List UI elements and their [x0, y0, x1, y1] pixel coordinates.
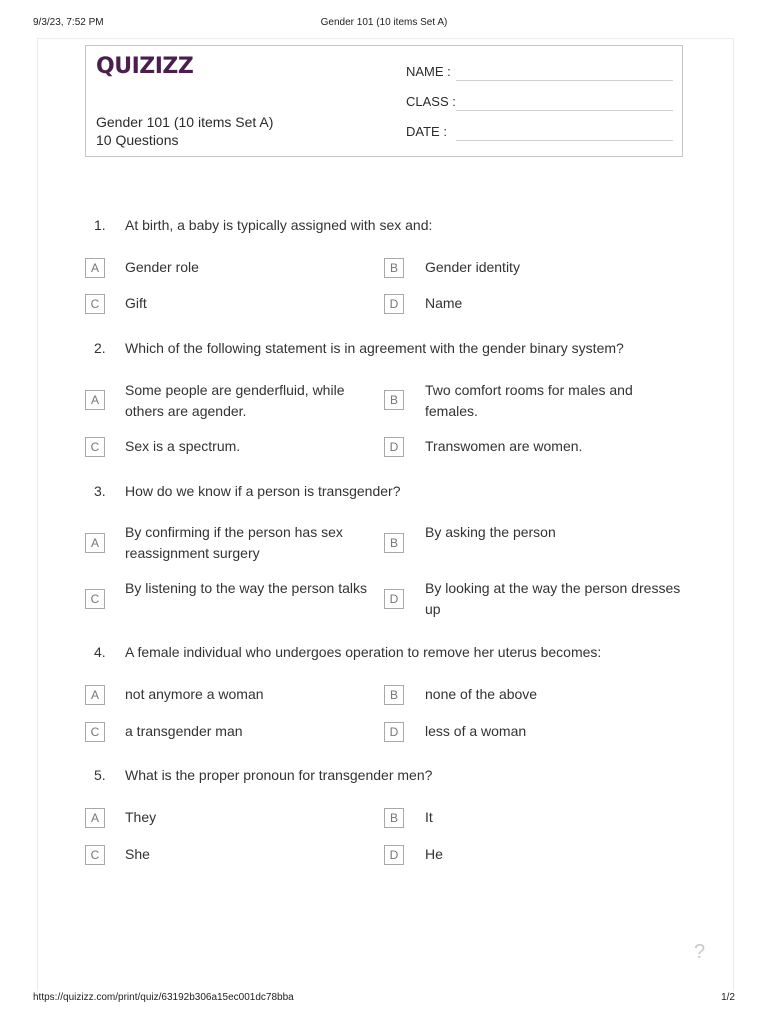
question-text: At birth, a baby is typically assigned with sex and: — [125, 217, 433, 233]
option-text: By looking at the way the person dresses up — [425, 580, 681, 617]
option-text: less of a woman — [425, 723, 527, 739]
print-header — [33, 17, 735, 31]
option-text: By asking the person — [425, 524, 556, 540]
question-mark-icon[interactable]: ? — [694, 941, 706, 963]
option-letter-box[interactable]: B — [384, 390, 404, 410]
question-text: How do we know if a person is transgender? — [125, 483, 401, 499]
class-label: CLASS : — [406, 94, 456, 109]
option-letter-box[interactable]: B — [384, 808, 404, 828]
page-number: 1/2 — [721, 992, 735, 1003]
option-text: none of the above — [425, 686, 538, 702]
option-text: not anymore a woman — [125, 686, 264, 702]
option-letter-box[interactable]: C — [85, 294, 105, 314]
option-letter-box[interactable]: C — [85, 437, 105, 457]
print-title: Gender 101 (10 items Set A) — [320, 17, 448, 28]
question-text: What is the proper pronoun for transgender men? — [125, 767, 433, 783]
option-text: It — [425, 809, 433, 825]
option-letter-box[interactable]: D — [384, 589, 404, 609]
option-text: Sex is a spectrum. — [125, 438, 241, 454]
option-letter-box[interactable]: D — [384, 437, 404, 457]
question-text: A female individual who undergoes operation to remove her uterus becomes: — [125, 644, 602, 660]
question-number: 5. — [94, 767, 106, 783]
print-date: 9/3/23, 7:52 PM — [33, 17, 104, 28]
option-letter-box[interactable]: B — [384, 533, 404, 553]
option-letter-box[interactable]: A — [85, 533, 105, 553]
option-letter-box[interactable]: B — [384, 685, 404, 705]
option-text: Some people are genderfluid, while others are agender. — [125, 382, 345, 419]
option-text: Gender identity — [425, 259, 520, 275]
option-text: Gender role — [125, 259, 199, 275]
name-label: NAME : — [406, 64, 451, 79]
date-field — [406, 124, 456, 139]
option-letter-box[interactable]: A — [85, 685, 105, 705]
option-letter-box[interactable]: C — [85, 722, 105, 742]
question-number: 1. — [94, 217, 106, 233]
print-footer — [33, 992, 735, 1006]
option-letter-box[interactable]: D — [384, 845, 404, 865]
class-line — [456, 110, 673, 111]
option-letter-box[interactable]: C — [85, 845, 105, 865]
option-letter-box[interactable]: C — [85, 589, 105, 609]
option-letter-box[interactable]: A — [85, 808, 105, 828]
option-letter-box[interactable]: A — [85, 390, 105, 410]
option-text: Two comfort rooms for males and females. — [425, 382, 633, 419]
quiz-header — [85, 45, 683, 157]
quizizz-logo: QUIZIZZ — [96, 54, 194, 79]
option-text: She — [125, 846, 150, 862]
question-number: 2. — [94, 340, 106, 356]
option-letter-box[interactable]: A — [85, 258, 105, 278]
option-text: Transwomen are women. — [425, 438, 583, 454]
option-text: Name — [425, 295, 463, 311]
print-url: https://quizizz.com/print/quiz/63192b306a15ec001dc78bba — [33, 992, 294, 1003]
option-letter-box[interactable]: D — [384, 722, 404, 742]
quiz-title: Gender 101 (10 items Set A) — [96, 114, 274, 130]
option-text: a transgender man — [125, 723, 243, 739]
option-text: They — [125, 809, 157, 825]
name-field — [406, 64, 456, 79]
question-count: 10 Questions — [96, 132, 179, 148]
name-line — [456, 80, 673, 81]
question-text: Which of the following statement is in agreement with the gender binary system? — [125, 340, 624, 356]
option-text: By confirming if the person has sex reassignment surgery — [125, 524, 343, 561]
question-number: 4. — [94, 644, 106, 660]
option-text: Gift — [125, 295, 147, 311]
question-number: 3. — [94, 483, 106, 499]
class-field — [406, 94, 456, 109]
date-label: DATE : — [406, 124, 447, 139]
option-text: He — [425, 846, 443, 862]
option-letter-box[interactable]: D — [384, 294, 404, 314]
date-line — [456, 140, 673, 141]
option-text: By listening to the way the person talks — [125, 580, 368, 596]
option-letter-box[interactable]: B — [384, 258, 404, 278]
